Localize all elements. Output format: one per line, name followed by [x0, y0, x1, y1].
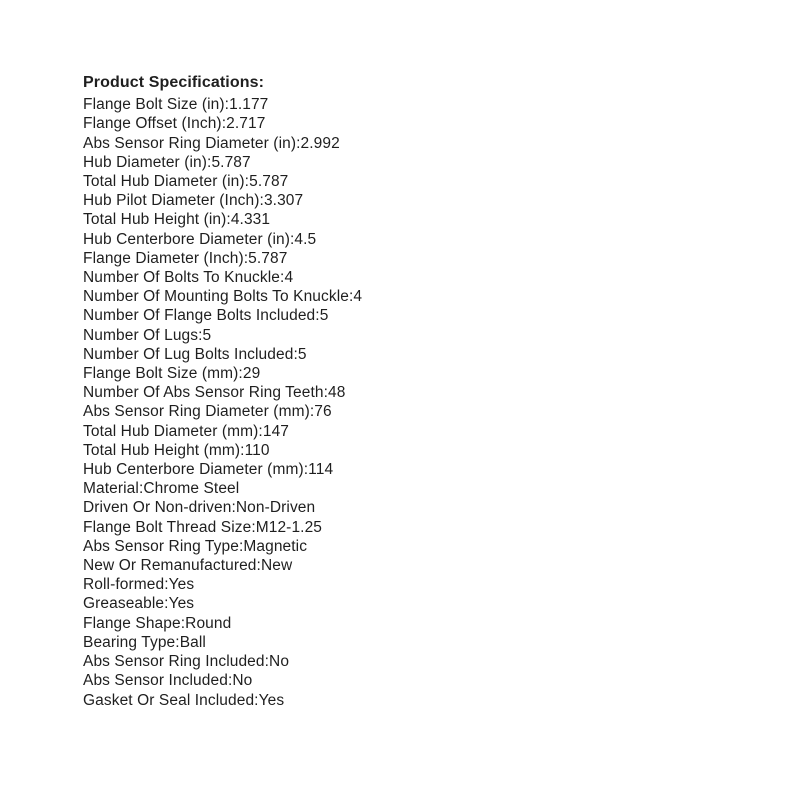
spec-value: Magnetic — [243, 537, 308, 555]
spec-value: Yes — [168, 595, 195, 613]
spec-value: Yes — [258, 691, 285, 709]
spec-separator: : — [251, 518, 256, 536]
spec-label: Total Hub Diameter (in) — [83, 173, 245, 191]
spec-row — [83, 114, 362, 133]
spec-label: Number Of Abs Sensor Ring Teeth — [83, 384, 324, 402]
spec-separator: : — [231, 499, 236, 517]
spec-separator: : — [221, 115, 227, 133]
spec-row — [83, 575, 362, 594]
spec-separator: : — [348, 288, 354, 306]
spec-row — [83, 210, 362, 229]
spec-label: Number Of Bolts To Knuckle — [83, 269, 281, 287]
spec-row — [83, 652, 362, 671]
spec-value: Yes — [168, 576, 195, 594]
spec-label: Abs Sensor Ring Diameter (mm) — [83, 403, 310, 421]
spec-separator: : — [254, 691, 259, 709]
spec-row — [83, 95, 362, 114]
spec-row — [83, 326, 362, 345]
spec-label: Flange Bolt Size (in) — [83, 96, 225, 114]
spec-separator: : — [309, 403, 315, 421]
spec-value: 1.177 — [229, 96, 269, 114]
spec-separator: : — [238, 365, 243, 383]
spec-value: 2.992 — [300, 134, 340, 152]
spec-value: Non-Driven — [235, 499, 316, 517]
spec-label: Number Of Flange Bolts Included — [83, 307, 316, 325]
product-specifications-title: Product Specifications: — [83, 74, 264, 91]
spec-value: 3.307 — [263, 192, 304, 210]
spec-label: Total Hub Height (mm) — [83, 441, 241, 459]
spec-separator: : — [164, 576, 169, 594]
spec-row — [83, 191, 362, 210]
spec-label: Flange Bolt Size (mm) — [83, 365, 239, 383]
spec-value: 76 — [314, 403, 332, 421]
spec-value: Chrome Steel — [143, 480, 240, 498]
spec-value: Ball — [179, 633, 206, 651]
spec-row — [83, 383, 362, 402]
spec-row — [83, 306, 362, 325]
spec-label: Greaseable — [83, 595, 165, 613]
spec-label: Hub Centerbore Diameter (mm) — [83, 461, 304, 479]
spec-label: Number Of Lugs — [83, 326, 199, 344]
spec-value: 114 — [308, 461, 334, 479]
spec-row — [83, 402, 362, 421]
spec-row — [83, 230, 362, 249]
spec-separator: : — [264, 653, 270, 671]
spec-row — [83, 364, 362, 383]
spec-row — [83, 249, 362, 268]
spec-value: 48 — [328, 384, 346, 402]
spec-label: New Or Remanufactured — [83, 557, 257, 575]
spec-value: 5 — [202, 326, 212, 344]
spec-row — [83, 153, 362, 172]
spec-row — [83, 172, 362, 191]
spec-list — [83, 95, 362, 710]
spec-value: 4.5 — [294, 230, 317, 248]
spec-label: Abs Sensor Ring Type — [83, 537, 239, 555]
spec-label: Abs Sensor Ring Diameter (in) — [83, 134, 297, 152]
spec-label: Abs Sensor Ring Included — [83, 653, 265, 671]
spec-row — [83, 134, 362, 153]
spec-label: Total Hub Height (in) — [83, 211, 227, 229]
spec-value: New — [260, 557, 293, 575]
spec-row — [83, 691, 362, 710]
spec-value: 4 — [353, 288, 363, 306]
spec-label: Flange Bolt Thread Size — [83, 518, 252, 536]
spec-label: Flange Offset (Inch) — [83, 115, 222, 133]
spec-separator: : — [296, 134, 301, 152]
spec-label: Material — [83, 480, 139, 498]
spec-row — [83, 671, 362, 690]
spec-row — [83, 556, 362, 575]
spec-separator: : — [289, 230, 295, 248]
spec-row — [83, 345, 362, 364]
spec-separator: : — [293, 345, 298, 363]
spec-row — [83, 614, 362, 633]
spec-separator: : — [198, 326, 203, 344]
spec-label: Number Of Lug Bolts Included — [83, 345, 294, 363]
spec-separator: : — [244, 173, 250, 191]
spec-separator: : — [323, 384, 329, 402]
spec-label: Bearing Type — [83, 633, 176, 651]
spec-value: 5.787 — [249, 173, 289, 191]
spec-separator: : — [258, 422, 263, 440]
spec-value: 5 — [319, 307, 329, 325]
spec-label: Roll-formed — [83, 576, 165, 594]
spec-separator: : — [175, 633, 180, 651]
spec-label: Total Hub Diameter (mm) — [83, 422, 259, 440]
spec-row — [83, 268, 362, 287]
spec-row — [83, 537, 362, 556]
spec-row — [83, 479, 362, 498]
spec-value: 4 — [284, 269, 294, 287]
spec-label: Hub Centerbore Diameter (in) — [83, 230, 290, 248]
spec-separator: : — [224, 96, 230, 114]
spec-row — [83, 518, 362, 537]
spec-label: Flange Diameter (Inch) — [83, 249, 244, 267]
spec-label: Abs Sensor Included — [83, 672, 228, 690]
spec-value: 4.331 — [230, 211, 271, 229]
spec-row — [83, 441, 362, 460]
spec-row — [83, 498, 362, 517]
spec-separator: : — [226, 211, 231, 229]
spec-value: 29 — [242, 365, 261, 383]
spec-value: 5.787 — [248, 249, 288, 267]
spec-value: No — [269, 653, 290, 671]
spec-separator: : — [180, 614, 186, 632]
spec-value: M12-1.25 — [255, 518, 323, 536]
spec-separator: : — [315, 307, 320, 325]
spec-separator: : — [138, 480, 144, 498]
spec-separator: : — [256, 557, 261, 575]
spec-separator: : — [238, 537, 244, 555]
spec-separator: : — [303, 461, 309, 479]
spec-separator: : — [227, 672, 233, 690]
spec-row — [83, 287, 362, 306]
spec-value: No — [232, 672, 253, 690]
spec-separator: : — [240, 441, 245, 459]
spec-value: 5.787 — [211, 153, 251, 171]
spec-value: 5 — [297, 345, 307, 363]
spec-row — [83, 460, 362, 479]
spec-label: Flange Shape — [83, 614, 181, 632]
spec-row — [83, 422, 362, 441]
spec-row — [83, 594, 362, 613]
spec-label: Driven Or Non-driven — [83, 499, 232, 517]
spec-value: Round — [185, 614, 232, 632]
spec-label: Hub Pilot Diameter (Inch) — [83, 192, 260, 210]
spec-row — [83, 633, 362, 652]
product-specifications-section — [83, 73, 362, 710]
spec-value: 147 — [262, 422, 290, 440]
spec-separator: : — [164, 595, 169, 613]
spec-separator: : — [243, 249, 249, 267]
spec-value: 110 — [244, 441, 270, 459]
spec-label: Gasket Or Seal Included — [83, 691, 255, 709]
spec-value: 2.717 — [226, 115, 266, 133]
spec-separator: : — [259, 192, 264, 210]
spec-separator: : — [280, 269, 285, 287]
spec-label: Number Of Mounting Bolts To Knuckle — [83, 288, 349, 306]
spec-separator: : — [207, 153, 212, 171]
spec-label: Hub Diameter (in) — [83, 153, 208, 171]
